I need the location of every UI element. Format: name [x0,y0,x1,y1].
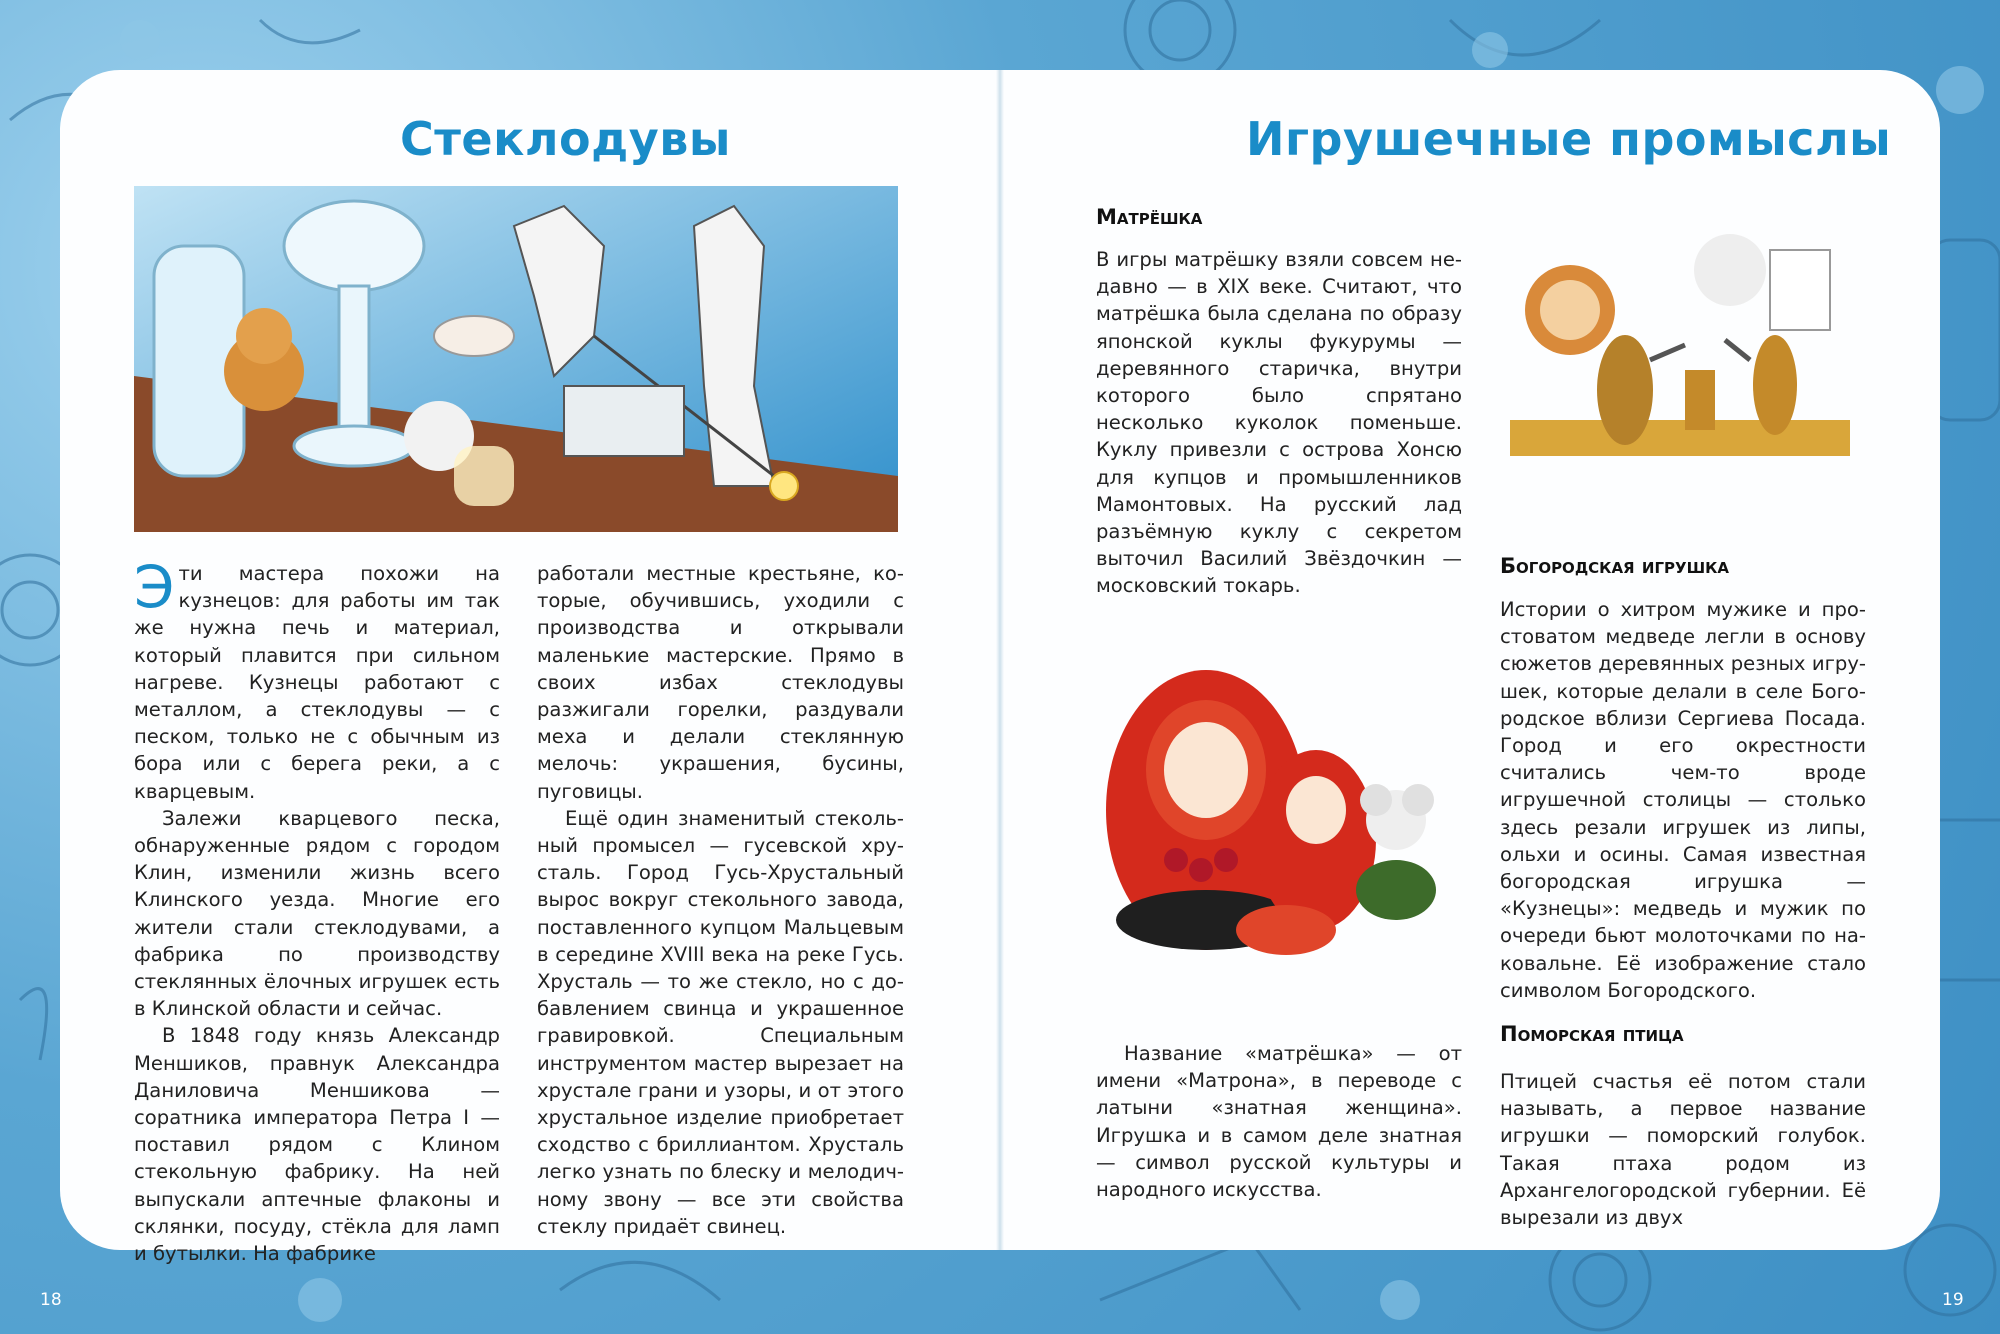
glassblowers-illustration [134,186,898,532]
bogorodskaya-text [1500,596,1866,1004]
heading-pomorskaya: Поморская птица [1500,1022,1684,1046]
heading-matryoshka: Матрёшка [1096,205,1203,229]
page-title-glassblowers: Стеклодувы [400,112,731,166]
matryoshka-text [1096,246,1462,600]
paragraph-4: работали местные крестьяне, которые, обучившись, уходили с производства и открывали маленькие мастерские. Прямо в своих избах стеклодувы разжигали горелки, раздували меха и делали стеклянную мелочь: украшения, бусины, пуговицы. [537,562,904,803]
bogorodskaya-paragraph: Истории о хитром мужике и простоватом медведе легли в основу сюжетов деревянных резных игрушек, которые делали в селе Богородское вблизи Сергиева Посада. Город и его окрестности считались чем-то вроде игрушечной столицы — столько здесь резали игрушек из липы, ольхи и осины. Самая известная богородская игрушка — «Кузнецы»: медведь и мужик по очереди бьют молоточками по наковальне. Её изображение стало символом Богородского. [1500,598,1866,1002]
pomorskaya-text [1500,1068,1866,1231]
matryoshka-illustration [1096,620,1456,960]
heading-bogorodskaya: Богородская игрушка [1500,554,1729,578]
matryoshka-paragraph: В игры матрёшку взяли совсем недавно — в XIX веке. Считают, что матрёшка была сделана по образу японской куклы фукурумы — деревянного старичка, внутри которого было спрятано несколько куколок поменьше. Куклу привезли с острова Хонсю для купцов и промышленников Мамонтовых. На русский лад разъёмную куклу с секретом выточил Василий Звёздочкин — московский токарь. [1096,248,1462,598]
left-column-2 [537,560,904,1240]
bogorodskaya-illustration [1500,220,1860,480]
paragraph-5: Ещё один знаменитый стекольный промысел — гусевской хрусталь. Город Гусь-Хрустальный вырос вокруг стекольного завода, поставленного купцом Мальцевым в середине XVIII века на реке Гусь. Хрусталь — то же стекло, но с добавлением свинца и украшенное гравировкой. Специальным инструментом мастер вырезает на хрустале грани и узоры, и от этого хрустальное изделие приобретает сходство с бриллиантом. Хрусталь легко узнать по блеску и мелодичному звону — все эти свойства стеклу придаёт свинец. [537,806,904,1238]
page-number-left: 18 [40,1290,62,1310]
book-spine [996,70,1004,1250]
left-column-1 [134,553,500,1267]
caption-paragraph: Название «матрёшка» — от имени «Матрона», в переводе с латыни «знатная женщина». Игрушка и в самом деле знатная — символ русской культуры и народного искусства. [1096,1042,1462,1202]
page-number-right: 19 [1942,1290,1964,1310]
pomorskaya-paragraph: Птицей счастья её потом стали называть, а первое название игрушки — поморский голубок. Такая птаха родом из Архангелогородской губернии. Её вырезали из двух [1500,1070,1866,1230]
paragraph-2: Залежи кварцевого песка, обнаруженные рядом с городом Клин, изменили жизнь всего Клинского уезда. Многие его жители стали стеклодувами, а фабрика по производству стеклянных ёлочных игрушек есть в Клинской области и сейчас. [134,806,500,1021]
page-title-toy-crafts: Игрушечные промыслы [1246,112,1892,166]
matryoshka-caption [1096,1040,1462,1203]
drop-cap: Э [134,553,175,621]
paragraph-3: В 1848 году князь Александр Меншиков, правнук Александра Даниловича Меншикова — соратника императора Петра I — поставил рядом с Клином стекольную фабрику. На ней выпускали аптечные флаконы и склянки, посуду, стёкла для ламп и бутылки. На фабрике [134,1024,500,1266]
paragraph-1: ти мастера похожи на кузнецов: для работы им так же нужна печь и материал, который плавится при сильном нагреве. Кузнецы работают с металлом, а стеклодувы — с песком, только не с обычным из бора или с берега реки, а с кварцевым. [134,562,500,803]
